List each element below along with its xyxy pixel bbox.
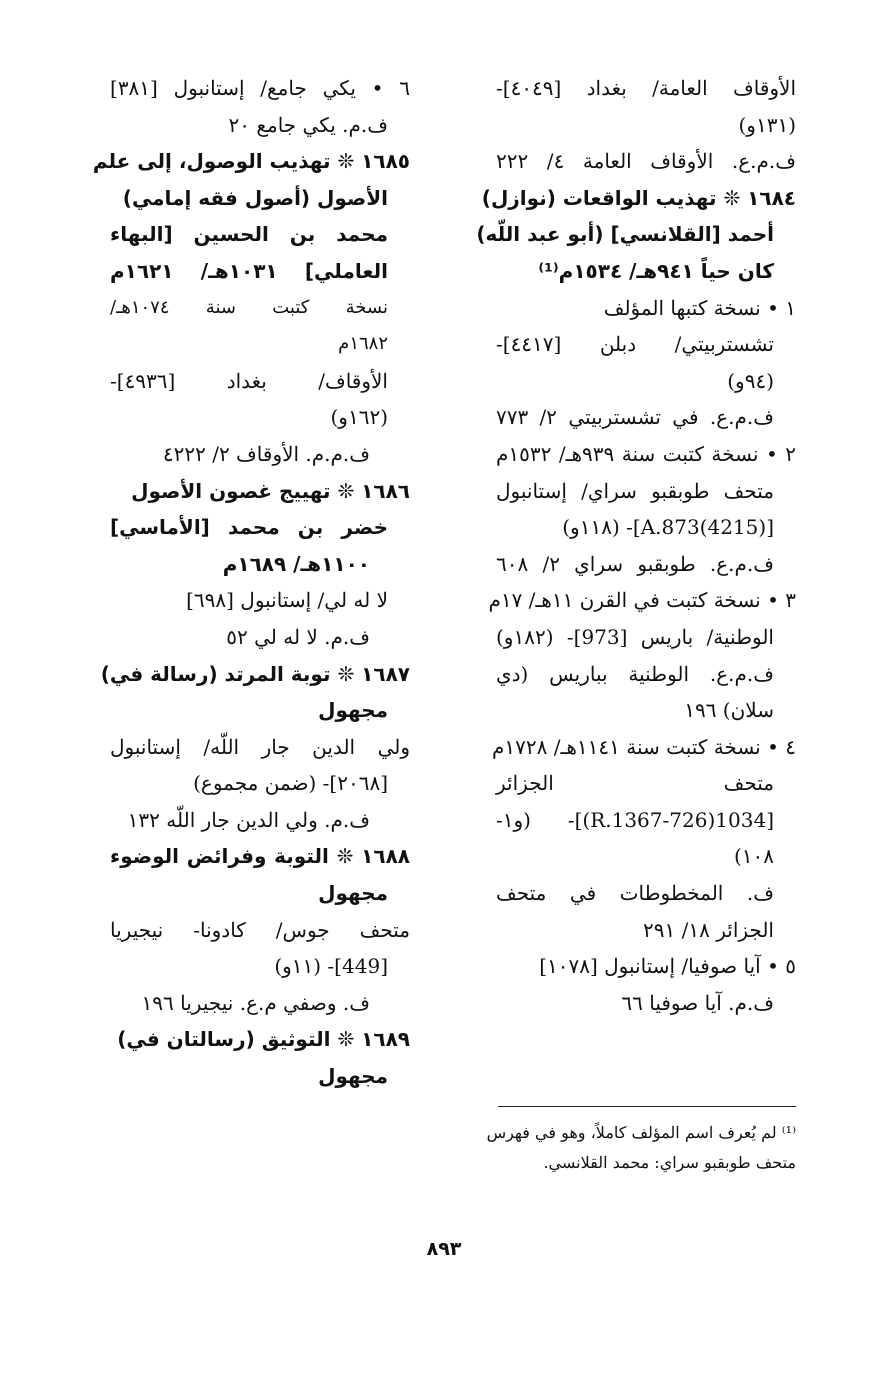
right-column [476, 70, 796, 1021]
left-column [92, 70, 410, 1095]
text-line: متحف الجزائر [496, 771, 774, 796]
text-line: ولي الدين جار اللّه/ إستانبول [110, 734, 410, 759]
text-line: الجزائر ١٨/ ٢٩١ [643, 917, 774, 942]
text-line: ف.م.م. الأوقاف ٢/ ٤٢٢٢ [162, 441, 370, 466]
text-line: [1034(726-R.1367)]- (و١- [496, 807, 774, 832]
text-line: الأوقاف/ بغداد [٤٩٣٦]- [110, 368, 388, 393]
text-line: ٥ • آيا صوفيا/ إستانبول [١٠٧٨] [539, 954, 796, 979]
text-line: (١٣١و) [738, 112, 796, 137]
text-line: ف. المخطوطات في متحف [496, 881, 774, 906]
text-line: متحف طوبقبو سراي/ إستانبول [496, 478, 774, 503]
text-line: أحمد [القلانسي] (أبو عبد اللّه) [476, 222, 774, 247]
text-line: ١٦٨٢م [338, 333, 388, 355]
text-line: ١٦٨٦ ❊ تهييج غصون الأصول [131, 478, 410, 503]
text-line: ١٦٨٧ ❊ توبة المرتد (رسالة في) [100, 661, 410, 686]
text-line: كان حياً ٩٤١هـ/ ١٥٣٤م⁽¹⁾ [538, 258, 774, 283]
text-line: ف. وصفي م.ع. نيجيريا ١٩٦ [141, 990, 370, 1015]
footnote-divider [498, 1106, 796, 1107]
text-line: لا له لي/ إستانبول [٦٩٨] [186, 588, 388, 613]
text-line: نسخة كتبت سنة ١٠٧٤هـ/ [110, 296, 388, 318]
text-line: ف.م.ع. طوبقبو سراي ٢/ ٦٠٨ [496, 551, 774, 576]
text-line: ٦ • يكي جامع/ إستانبول [٣٨١] [110, 76, 410, 100]
text-line: مجهول [318, 698, 388, 723]
text-line: ١٦٨٨ ❊ التوبة وفرائض الوضوء [110, 844, 410, 869]
text-line: ف.م. آيا صوفيا ٦٦ [621, 990, 774, 1015]
text-line: العاملي] ١٠٣١هـ/ ١٦٢١م [110, 258, 388, 283]
text-line: خضر بن محمد [الأماسي] [110, 515, 388, 540]
text-line: ف.م.ع. الأوقاف العامة ٤/ ٢٢٢ [496, 149, 796, 174]
footnote-line: متحف طوبقبو سراي: محمد القلانسي. [543, 1153, 796, 1172]
text-line: ١١٠٠هـ/ ١٦٨٩م [222, 551, 370, 576]
text-line: ٢ • نسخة كتبت سنة ٩٣٩هـ/ ١٥٣٢م [496, 441, 796, 466]
footnote-line: ⁽¹⁾ لم يُعرف اسم المؤلف كاملاً، وهو في فهرس [486, 1123, 796, 1142]
text-line: (١٦٢و) [330, 405, 388, 430]
text-line: محمد بن الحسين [البهاء [110, 222, 388, 247]
page-number: ٨٩٣ [426, 1238, 462, 1260]
text-line: (٩٤و) [727, 368, 774, 393]
text-line: ١٦٨٩ ❊ التوثيق (رسالتان في) [117, 1027, 410, 1052]
text-line: مجهول [318, 881, 388, 906]
text-line: ف.م. ولي الدين جار اللّه ١٣٢ [127, 807, 370, 832]
text-line: [٢٠٦٨]- (ضمن مجموع) [193, 771, 388, 796]
text-line: سلان) ١٩٦ [684, 698, 774, 723]
text-line: [(4215)A.873]- (١١٨و) [562, 515, 774, 540]
text-line: الوطنية/ باريس [973]- (١٨٢و) [496, 624, 774, 649]
text-line: الأوقاف العامة/ بغداد [٤٠٤٩]- [496, 76, 796, 100]
footnote [486, 1118, 796, 1178]
text-line: ف.م. يكي جامع ٢٠ [228, 112, 388, 137]
text-line: الأصول (أصول فقه إمامي) [122, 185, 388, 210]
text-line: ١ • نسخة كتبها المؤلف [603, 295, 796, 320]
text-line: ف.م. لا له لي ٥٢ [226, 624, 370, 649]
text-line: ٣ • نسخة كتبت في القرن ١١هـ/ ١٧م [488, 588, 796, 613]
text-line: ١٠٨) [733, 844, 774, 869]
text-line: متحف جوس/ كادونا- نيجيريا [110, 917, 410, 942]
text-line: ١٦٨٥ ❊ تهذيب الوصول، إلى علم [92, 149, 410, 174]
text-line: ف.م.ع. الوطنية بباريس (دي [496, 661, 774, 686]
text-line: مجهول [318, 1064, 388, 1089]
text-line: ف.م.ع. في تشستربيتي ٢/ ٧٧٣ [496, 405, 774, 430]
text-line: [449]- (١١و) [274, 954, 388, 979]
text-line: تشستربيتي/ دبلن [٤٤١٧]- [496, 332, 774, 357]
text-line: ٤ • نسخة كتبت سنة ١١٤١هـ/ ١٧٢٨م [492, 734, 796, 759]
text-line: ١٦٨٤ ❊ تهذيب الواقعات (نوازل) [481, 185, 796, 210]
